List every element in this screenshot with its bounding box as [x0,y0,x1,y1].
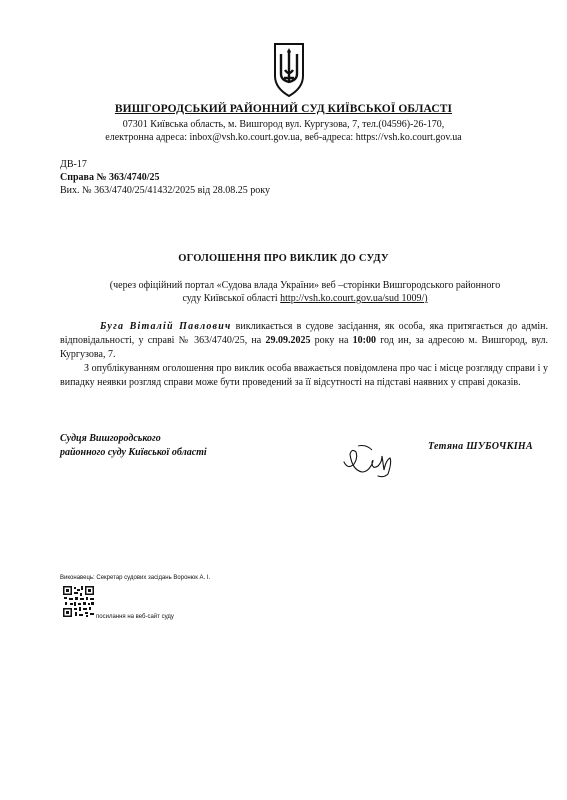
subtitle-line-1: (через офіційний портал «Судова влада України» веб –сторінки Вишгородського районного [109,280,501,291]
case-number-line [60,171,270,184]
subtitle-line-2 [70,292,540,305]
summons-text-a: викликається в судове засідання, як особа, яка притягається до адмін. відповідальності, у справі № 363/4740/25, на [60,321,548,346]
qr-caption: посилання на веб-сайт суду [96,614,174,620]
executor-note: Виконавець: Секретар судових засідань Воронюк А. І. [60,575,211,581]
summons-paragraph [60,320,548,362]
court-address [0,118,567,144]
ukraine-coat-of-arms-icon [272,40,306,98]
consequence-paragraph: З опублікуванням оголошення про виклик особа вважається повідомлена про час і місце розгляду справи і у випадку неявки розгляд справи може бути проведений за її відсутності на підставі наявних у справі доказів. [60,363,548,388]
summons-text-b: року на [310,335,353,346]
summons-text-c: год ин, за адресою м. Вишгород, вул. Кургузова, 7. [60,335,548,360]
outgoing-number: Вих. № 363/4740/25/41432/2025 від 28.08.25 року [60,185,270,196]
court-name: ВИШГОРОДСЬКИЙ РАЙОННИЙ СУД КИЇВСЬКОЇ ОБЛАСТІ [114,103,453,115]
summoned-person: Буга Віталій Павлович [100,321,232,332]
judge-position-line-1: Судця Вишгородського [60,433,161,444]
notice-subtitle [70,279,540,305]
case-number: 363/4740/25 [109,172,160,183]
judge-position [60,432,207,460]
court-portal-link[interactable]: http://vsh.ko.court.gov.ua/sud 1009/) [280,293,428,304]
contacts-line: електронна адреса: inbox@vsh.ko.court.gov.ua, веб-адреса: https://vsh.ko.court.gov.ua [105,132,462,143]
address-line: 07301 Київська область, м. Вишгород вул. Кургузова, 7, тел.(04596)-26-170, [122,119,445,130]
case-reference [60,158,270,197]
notice-body [60,320,548,390]
form-code: ДВ-17 [60,159,87,170]
judge-position-line-2: районного суду Київської області [60,447,207,458]
case-label: Справа № [60,172,107,183]
handwritten-signature [338,440,398,480]
hearing-date: 29.09.2025 [265,335,311,346]
notice-title: ОГОЛОШЕННЯ ПРО ВИКЛИК ДО СУДУ [178,253,389,264]
qr-code-icon[interactable] [62,585,95,618]
hearing-time: 10:00 [352,335,376,346]
subtitle-prefix: суду Київської області [182,293,281,304]
judge-name: Тетяна ШУБОЧКІНА [428,441,533,452]
